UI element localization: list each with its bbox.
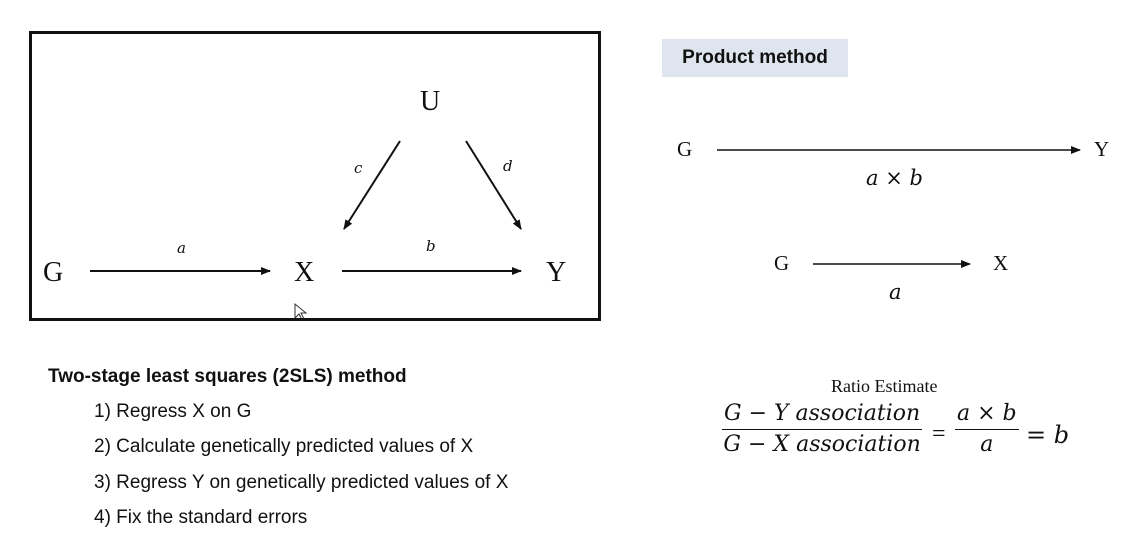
pm-row1-from: G — [677, 137, 693, 161]
tsls-step: 3) Regress Y on genetically predicted values of X — [94, 472, 509, 493]
tsls-step: 4) Fix the standard errors — [94, 507, 308, 528]
pm-row1-to: Y — [1094, 137, 1110, 161]
pm-row2-label: a — [889, 280, 902, 304]
ratio-equals-1: = — [932, 421, 946, 447]
dag-edge-label-d: d — [503, 157, 513, 175]
dag-edge-label-b: b — [426, 237, 436, 255]
dag-edge-label-c: c — [354, 159, 363, 177]
pm-row2-from: G — [774, 251, 790, 275]
dag-node-g: G — [43, 257, 64, 288]
ratio-fraction-association — [722, 401, 922, 457]
ratio-estimate-title: Ratio Estimate — [831, 376, 938, 396]
ratio-equals-b: = b — [1026, 421, 1070, 449]
dag-node-y: Y — [546, 257, 567, 288]
ratio-frac2-denominator: a — [980, 432, 994, 457]
dag-edge-label-a: a — [177, 239, 186, 257]
ratio-frac1-numerator: G − Y association — [722, 401, 922, 430]
tsls-step: 1) Regress X on G — [94, 401, 252, 422]
dag-node-u: U — [420, 86, 441, 117]
pm-row2-to: X — [993, 251, 1009, 275]
dag-diagram-box — [29, 31, 601, 321]
ratio-fraction-product — [955, 401, 1019, 457]
tsls-title: Two-stage least squares (2SLS) method — [48, 366, 407, 387]
ratio-frac1-denominator: G − X association — [723, 432, 921, 457]
ratio-frac2-numerator: a × b — [955, 401, 1019, 430]
tsls-step: 2) Calculate genetically predicted values of X — [94, 436, 474, 457]
dag-node-x: X — [294, 257, 315, 288]
product-method-heading: Product method — [662, 39, 848, 77]
pm-row1-label: a × b — [866, 166, 923, 190]
